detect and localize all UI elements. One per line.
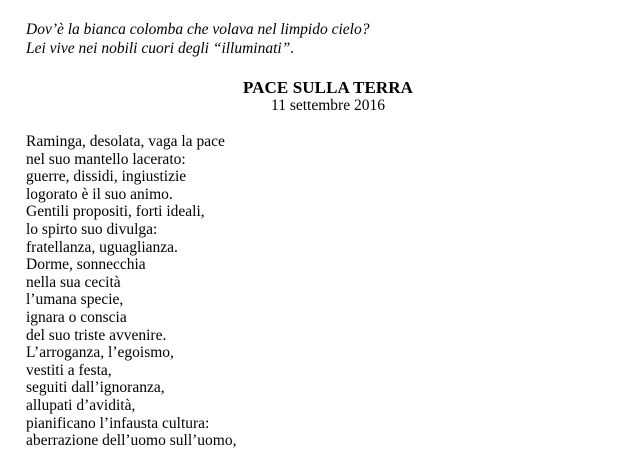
poem-line: Gentili propositi, forti ideali, [26, 203, 205, 221]
poem-line: ignara o conscia [26, 308, 127, 326]
poem-line: Raminga, desolata, vaga la pace [26, 133, 225, 150]
poem-line: vestiti a festa, [26, 361, 112, 379]
epigraph-line: Dov’è la bianca colomba che volava nel limpido cielo? [26, 21, 370, 38]
poem-line: l’umana specie, [26, 291, 124, 309]
poem-line: Dorme, sonnecchia [26, 256, 146, 274]
poem-line: seguiti dall’ignoranza, [26, 379, 165, 397]
poem-heading [0, 78, 640, 115]
poem-title: PACE SULLA TERRA [242, 78, 414, 97]
poem-body [26, 133, 236, 450]
poem-line: logorato è il suo animo. [26, 185, 173, 203]
poem-line: allupati d’avidità, [26, 396, 136, 414]
poem-line: pianificano l’infausta cultura: [26, 414, 210, 432]
poem-line: nel suo mantello lacerato: [26, 150, 186, 168]
poem-date: 11 settembre 2016 [271, 97, 385, 114]
poem-line: del suo triste avvenire. [26, 326, 167, 344]
poem-line: lo spirto suo divulga: [26, 220, 158, 238]
poem-line: fratellanza, uguaglianza. [26, 238, 178, 256]
poem-line: L’arroganza, l’egoismo, [26, 344, 174, 362]
poem-line: aberrazione dell’uomo sull’uomo, [26, 432, 237, 450]
epigraph [26, 20, 369, 58]
poem-line: nella sua cecità [26, 273, 121, 291]
epigraph-line: Lei vive nei nobili cuori degli “illuminati”. [26, 40, 295, 57]
poem-line: guerre, dissidi, ingiustizie [26, 168, 187, 186]
